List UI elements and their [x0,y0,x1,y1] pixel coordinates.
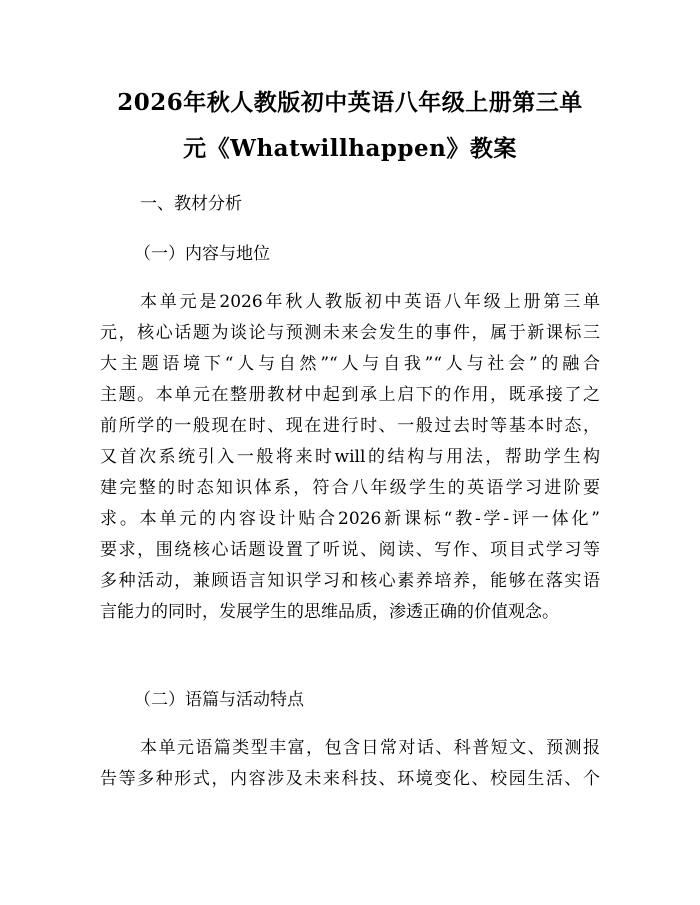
subsection-heading-content-position: （一）内容与地位 [134,244,270,264]
paragraph-line: 要求，围绕核心话题设置了听说、阅读、写作、项目式学习等 [100,540,600,560]
paragraph-line: 本单元是2026年秋人教版初中英语八年级上册第三单 [140,292,600,312]
paragraph-line: 本单元语篇类型丰富，包含日常对话、科普短文、预测报 [140,738,600,758]
paragraph-line: 言能力的同时，发展学生的思维品质，渗透正确的价值观念。 [100,602,559,622]
subsection-heading-discourse-activities: （二）语篇与活动特点 [134,690,304,710]
document-title-line-2: 元《Whatwillhappen》教案 [183,135,517,162]
paragraph-line: 主题。本单元在整册教材中起到承上启下的作用，既承接了之 [100,385,600,405]
paragraph-line: 告等多种形式，内容涉及未来科技、环境变化、校园生活、个 [100,769,600,789]
paragraph-line: 大主题语境下“人与自然”“人与自我”“人与社会”的融合 [100,354,600,374]
section-heading-textbook-analysis: 一、教材分析 [140,194,242,214]
paragraph-line: 又首次系统引入一般将来时will的结构与用法，帮助学生构 [100,447,600,467]
paragraph-line: 求。本单元的内容设计贴合2026新课标“教-学-评一体化” [100,509,600,529]
paragraph-line: 元，核心话题为谈论与预测未来会发生的事件，属于新课标三 [100,323,600,343]
paragraph-line: 前所学的一般现在时、现在进行时、一般过去时等基本时态， [100,416,600,436]
document-title-line-1: 2026年秋人教版初中英语八年级上册第三单 [117,89,583,116]
paragraph-line: 建完整的时态知识体系，符合八年级学生的英语学习进阶要 [100,478,600,498]
paragraph-line: 多种活动，兼顾语言知识学习和核心素养培养，能够在落实语 [100,571,600,591]
